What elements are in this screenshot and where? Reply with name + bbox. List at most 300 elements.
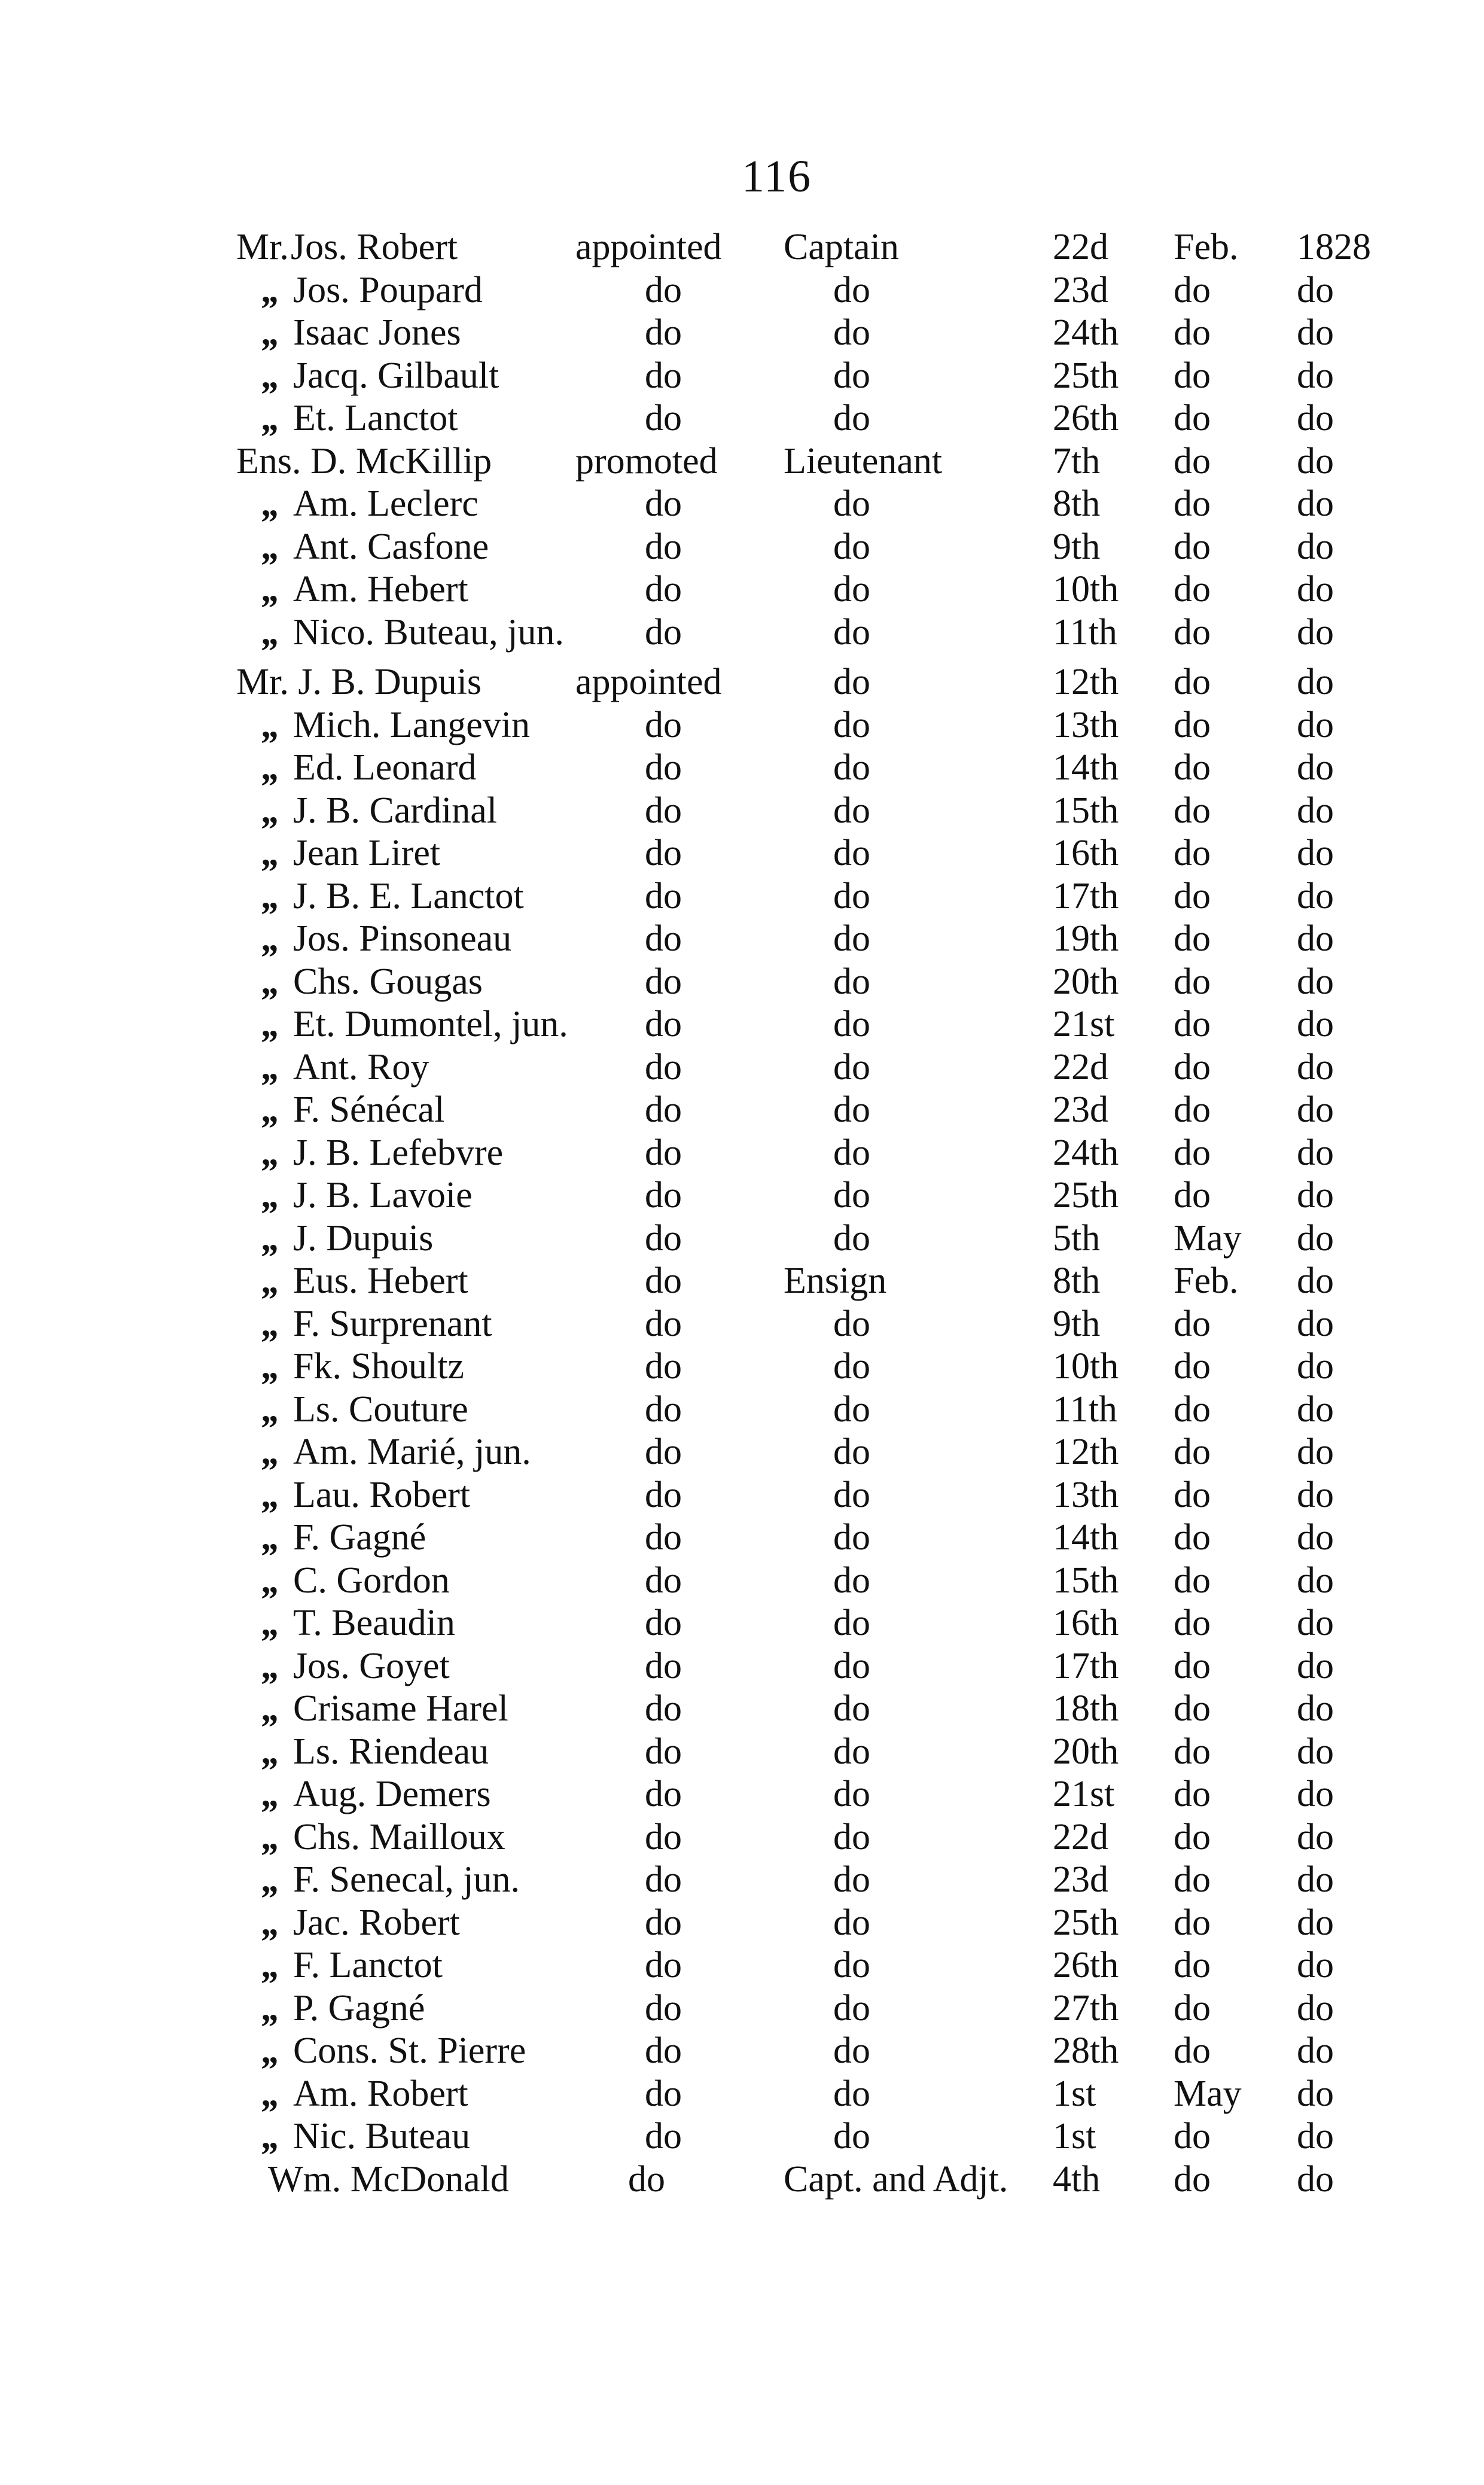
row-prefix: „ (262, 790, 281, 831)
register-row (0, 397, 1484, 440)
officer-name: F. Gagné (293, 1517, 426, 1558)
commission-rank: do (833, 355, 870, 396)
commission-day: 10th (1053, 1346, 1119, 1387)
commission-rank: do (833, 1859, 870, 1900)
row-prefix: „ (262, 569, 281, 610)
commission-action: do (645, 1774, 682, 1814)
commission-day: 17th (1053, 1645, 1119, 1686)
register-row (0, 1046, 1484, 1089)
row-prefix: „ (262, 1945, 281, 1985)
register-row (0, 568, 1484, 611)
commission-month: do (1174, 875, 1211, 916)
commission-day: 11th (1053, 1388, 1117, 1430)
commission-year: do (1297, 833, 1334, 873)
commission-rank: Ensign (784, 1260, 887, 1301)
commission-register (0, 226, 1484, 2201)
row-prefix: „ (262, 1388, 281, 1430)
commission-action: do (645, 1902, 682, 1943)
commission-action: do (645, 1260, 682, 1301)
commission-month: do (1174, 1645, 1211, 1686)
commission-rank: do (833, 1731, 870, 1772)
row-prefix: „ (262, 1217, 281, 1259)
commission-day: 23d (1053, 269, 1108, 310)
commission-action: do (645, 1688, 682, 1729)
commission-action: do (645, 1175, 682, 1216)
officer-name: Ls. Couture (293, 1388, 468, 1430)
commission-month: do (1174, 1089, 1211, 1130)
officer-name: Jean Liret (293, 833, 441, 873)
commission-year: do (1297, 312, 1334, 353)
commission-action: do (645, 1517, 682, 1558)
commission-action: do (645, 1089, 682, 1130)
register-row (0, 2073, 1484, 2116)
commission-action: do (645, 1603, 682, 1643)
officer-name: Jos. Pinsoneau (293, 918, 512, 959)
row-prefix: „ (262, 1346, 281, 1387)
commission-year: do (1297, 918, 1334, 959)
row-prefix: „ (262, 1474, 281, 1515)
row-prefix: „ (262, 1517, 281, 1558)
register-row (0, 1902, 1484, 1945)
commission-year: do (1297, 1303, 1334, 1344)
commission-year: do (1297, 2116, 1334, 2157)
commission-action: do (645, 1132, 682, 1173)
commission-action: do (645, 1432, 682, 1472)
commission-month: do (1174, 1859, 1211, 1900)
register-row (0, 312, 1484, 355)
commission-day: 21st (1053, 1774, 1115, 1814)
register-row (0, 1474, 1484, 1517)
officer-name: F. Senecal, jun. (293, 1859, 520, 1900)
officer-name: Am. Leclerc (293, 483, 479, 524)
register-row (0, 1089, 1484, 1132)
commission-rank: do (833, 483, 870, 524)
register-row (0, 961, 1484, 1004)
register-row (0, 1388, 1484, 1432)
register-row (0, 440, 1484, 483)
register-row (0, 1217, 1484, 1260)
commission-month: do (1174, 398, 1211, 438)
commission-day: 24th (1053, 1132, 1119, 1173)
commission-day: 22d (1053, 1816, 1108, 1857)
commission-action: do (645, 1046, 682, 1088)
officer-name: Ls. Riendeau (293, 1731, 489, 1772)
commission-year: 1828 (1297, 227, 1371, 267)
officer-name: Et. Lanctot (293, 398, 458, 438)
commission-action: do (645, 1474, 682, 1515)
commission-month: do (1174, 918, 1211, 959)
commission-rank: do (833, 833, 870, 873)
row-prefix: „ (262, 355, 281, 396)
commission-year: do (1297, 1004, 1334, 1044)
commission-day: 26th (1053, 1945, 1119, 1985)
commission-rank: do (833, 2030, 870, 2071)
commission-month: do (1174, 1517, 1211, 1558)
commission-action: do (645, 526, 682, 567)
row-prefix: „ (262, 1004, 281, 1044)
officer-name: F. Lanctot (293, 1945, 443, 1985)
commission-day: 22d (1053, 227, 1108, 267)
commission-action: do (645, 2073, 682, 2114)
commission-day: 15th (1053, 790, 1119, 831)
commission-year: do (1297, 1603, 1334, 1643)
commission-month: do (1174, 2030, 1211, 2071)
commission-day: 13th (1053, 1474, 1119, 1515)
officer-name: J. B. Lefebvre (293, 1132, 504, 1173)
commission-year: do (1297, 1645, 1334, 1686)
commission-action: do (645, 1303, 682, 1344)
commission-action: do (645, 1004, 682, 1044)
register-row (0, 875, 1484, 918)
commission-year: do (1297, 1346, 1334, 1387)
commission-day: 1st (1053, 2073, 1096, 2114)
commission-rank: do (833, 1688, 870, 1729)
commission-month: do (1174, 662, 1211, 702)
commission-rank: do (833, 747, 870, 788)
commission-rank: do (833, 1432, 870, 1472)
commission-month: Feb. (1174, 1260, 1239, 1301)
commission-year: do (1297, 747, 1334, 788)
commission-action: do (645, 1388, 682, 1430)
officer-name: Mich. Langevin (293, 704, 531, 745)
row-prefix: „ (262, 2116, 281, 2157)
commission-year: do (1297, 875, 1334, 916)
commission-rank: do (833, 1175, 870, 1216)
commission-action: do (645, 2116, 682, 2157)
commission-rank: do (833, 1388, 870, 1430)
commission-month: do (1174, 1603, 1211, 1643)
commission-year: do (1297, 483, 1334, 524)
register-row (0, 1602, 1484, 1645)
commission-month: do (1174, 1816, 1211, 1857)
register-row (0, 704, 1484, 747)
commission-year: do (1297, 611, 1334, 653)
commission-rank: Captain (784, 227, 899, 267)
register-row (0, 526, 1484, 569)
commission-year: do (1297, 569, 1334, 610)
commission-day: 12th (1053, 662, 1119, 702)
commission-month: do (1174, 526, 1211, 567)
officer-name: Eus. Hebert (293, 1260, 468, 1301)
commission-day: 4th (1053, 2158, 1101, 2200)
commission-month: do (1174, 1175, 1211, 1216)
commission-rank: do (833, 790, 870, 831)
commission-action: do (645, 569, 682, 610)
commission-rank: do (833, 1774, 870, 1814)
commission-month: do (1174, 747, 1211, 788)
commission-month: do (1174, 2116, 1211, 2157)
commission-rank: do (833, 1004, 870, 1044)
commission-month: do (1174, 1902, 1211, 1943)
officer-name: Crisame Harel (293, 1688, 508, 1729)
commission-day: 20th (1053, 1731, 1119, 1772)
commission-day: 13th (1053, 704, 1119, 745)
register-row (0, 918, 1484, 961)
register-row (0, 226, 1484, 269)
commission-year: do (1297, 1432, 1334, 1472)
officer-name: Jacq. Gilbault (293, 355, 499, 396)
commission-month: do (1174, 2158, 1211, 2200)
commission-action: do (645, 1560, 682, 1601)
commission-month: do (1174, 1432, 1211, 1472)
register-row (0, 2158, 1484, 2201)
commission-day: 16th (1053, 1603, 1119, 1643)
register-row (0, 2030, 1484, 2073)
commission-rank: do (833, 2073, 870, 2114)
row-prefix: „ (262, 1260, 281, 1301)
commission-month: do (1174, 961, 1211, 1002)
officer-name: Am. Robert (293, 2073, 468, 2114)
commission-rank: do (833, 918, 870, 959)
commission-day: 23d (1053, 1089, 1108, 1130)
commission-action: do (645, 704, 682, 745)
commission-action: do (645, 875, 682, 916)
commission-day: 25th (1053, 1175, 1119, 1216)
commission-action: do (628, 2158, 665, 2200)
register-row (0, 1688, 1484, 1731)
row-prefix: „ (262, 526, 281, 567)
row-prefix: „ (262, 918, 281, 959)
row-prefix: „ (262, 1132, 281, 1173)
commission-year: do (1297, 790, 1334, 831)
register-row (0, 661, 1484, 704)
commission-day: 16th (1053, 833, 1119, 873)
commission-year: do (1297, 662, 1334, 702)
commission-rank: do (833, 269, 870, 310)
commission-month: do (1174, 269, 1211, 310)
commission-month: do (1174, 355, 1211, 396)
row-prefix: „ (262, 747, 281, 788)
row-prefix: „ (262, 611, 281, 653)
commission-rank: Capt. and Adjt. (784, 2158, 1008, 2200)
commission-year: do (1297, 1089, 1334, 1130)
register-row (0, 1516, 1484, 1560)
row-prefix: „ (262, 961, 281, 1002)
row-prefix: „ (262, 398, 281, 438)
officer-name: Ed. Leonard (293, 747, 477, 788)
commission-rank: do (833, 1945, 870, 1985)
commission-day: 22d (1053, 1046, 1108, 1088)
commission-day: 20th (1053, 961, 1119, 1002)
commission-month: do (1174, 1004, 1211, 1044)
commission-month: do (1174, 1774, 1211, 1814)
commission-month: do (1174, 1731, 1211, 1772)
register-row (0, 1431, 1484, 1474)
row-prefix: „ (262, 2030, 281, 2071)
commission-year: do (1297, 961, 1334, 1002)
row-prefix: „ (262, 1902, 281, 1943)
register-row (0, 1132, 1484, 1175)
commission-action: do (645, 961, 682, 1002)
officer-name: Ant. Roy (293, 1046, 429, 1088)
commission-day: 15th (1053, 1560, 1119, 1601)
commission-month: do (1174, 1388, 1211, 1430)
commission-year: do (1297, 1474, 1334, 1515)
row-prefix: „ (262, 2073, 281, 2114)
commission-year: do (1297, 1517, 1334, 1558)
register-row (0, 1003, 1484, 1046)
commission-action: appointed (575, 662, 722, 702)
commission-day: 18th (1053, 1688, 1119, 1729)
commission-action: do (645, 918, 682, 959)
commission-month: do (1174, 312, 1211, 353)
officer-name: J. B. Cardinal (293, 790, 497, 831)
row-prefix: „ (262, 1774, 281, 1814)
row-prefix: „ (262, 1089, 281, 1130)
officer-name: J. Dupuis (293, 1217, 434, 1259)
page-number: 116 (742, 151, 812, 202)
commission-action: appointed (575, 227, 722, 267)
commission-action: do (645, 398, 682, 438)
commission-month: do (1174, 1560, 1211, 1601)
commission-day: 26th (1053, 398, 1119, 438)
officer-name: Am. Hebert (293, 569, 468, 610)
commission-rank: do (833, 1132, 870, 1173)
register-row (0, 483, 1484, 526)
commission-year: do (1297, 269, 1334, 310)
row-prefix: „ (262, 1688, 281, 1729)
commission-year: do (1297, 440, 1334, 482)
commission-day: 17th (1053, 875, 1119, 916)
commission-rank: Lieutenant (784, 440, 943, 482)
officer-name: Jos. Goyet (293, 1645, 450, 1686)
officer-name: Ant. Casfone (293, 526, 489, 567)
commission-day: 12th (1053, 1432, 1119, 1472)
commission-action: promoted (575, 440, 718, 482)
register-row (0, 747, 1484, 790)
commission-year: do (1297, 1260, 1334, 1301)
commission-day: 1st (1053, 2116, 1096, 2157)
commission-day: 24th (1053, 312, 1119, 353)
register-row (0, 2115, 1484, 2158)
commission-day: 10th (1053, 569, 1119, 610)
register-row (0, 1645, 1484, 1688)
commission-action: do (645, 1346, 682, 1387)
commission-day: 25th (1053, 1902, 1119, 1943)
commission-year: do (1297, 1731, 1334, 1772)
commission-day: 5th (1053, 1217, 1101, 1259)
commission-rank: do (833, 1217, 870, 1259)
commission-rank: do (833, 704, 870, 745)
commission-year: do (1297, 2030, 1334, 2071)
register-row (0, 1731, 1484, 1774)
officer-name: Isaac Jones (293, 312, 461, 353)
officer-name: Mr. J. B. Dupuis (236, 662, 482, 702)
commission-rank: do (833, 1560, 870, 1601)
officer-name: C. Gordon (293, 1560, 450, 1601)
commission-month: do (1174, 1132, 1211, 1173)
commission-month: Feb. (1174, 227, 1239, 267)
row-prefix: „ (262, 483, 281, 524)
commission-month: May (1174, 1217, 1242, 1259)
commission-year: do (1297, 1902, 1334, 1943)
commission-day: 7th (1053, 440, 1101, 482)
commission-rank: do (833, 611, 870, 653)
row-prefix: „ (262, 1560, 281, 1601)
commission-month: do (1174, 833, 1211, 873)
commission-year: do (1297, 1816, 1334, 1857)
commission-day: 11th (1053, 611, 1117, 653)
commission-month: do (1174, 1346, 1211, 1387)
commission-month: do (1174, 1046, 1211, 1088)
commission-rank: do (833, 1089, 870, 1130)
commission-year: do (1297, 1774, 1334, 1814)
commission-month: do (1174, 483, 1211, 524)
register-row (0, 1174, 1484, 1217)
commission-action: do (645, 790, 682, 831)
commission-year: do (1297, 1987, 1334, 2029)
commission-rank: do (833, 961, 870, 1002)
commission-day: 14th (1053, 747, 1119, 788)
commission-year: do (1297, 1388, 1334, 1430)
commission-day: 14th (1053, 1517, 1119, 1558)
commission-action: do (645, 1987, 682, 2029)
commission-year: do (1297, 1132, 1334, 1173)
officer-name: Jos. Poupard (293, 269, 483, 310)
commission-rank: do (833, 875, 870, 916)
officer-name: Ens. D. McKillip (236, 440, 492, 482)
row-prefix: „ (262, 833, 281, 873)
officer-name: Nic. Buteau (293, 2116, 471, 2157)
commission-action: do (645, 312, 682, 353)
commission-day: 19th (1053, 918, 1119, 959)
register-row (0, 1260, 1484, 1303)
officer-name: Et. Dumontel, jun. (293, 1004, 568, 1044)
register-row (0, 1944, 1484, 1987)
row-prefix: Mr. (236, 227, 289, 267)
register-row (0, 1773, 1484, 1816)
commission-action: do (645, 1217, 682, 1259)
officer-name: Lau. Robert (293, 1474, 471, 1515)
commission-day: 9th (1053, 1303, 1101, 1344)
register-row (0, 355, 1484, 398)
row-prefix: „ (262, 1816, 281, 1857)
register-row (0, 1560, 1484, 1603)
commission-rank: do (833, 1645, 870, 1686)
row-prefix: „ (262, 1603, 281, 1643)
row-prefix: „ (262, 1987, 281, 2029)
commission-year: do (1297, 2158, 1334, 2200)
commission-day: 21st (1053, 1004, 1115, 1044)
register-row (0, 1859, 1484, 1902)
commission-year: do (1297, 1217, 1334, 1259)
commission-month: do (1174, 790, 1211, 831)
officer-name: Aug. Demers (293, 1774, 491, 1814)
commission-rank: do (833, 569, 870, 610)
commission-month: May (1174, 2073, 1242, 2114)
commission-rank: do (833, 1902, 870, 1943)
commission-rank: do (833, 398, 870, 438)
row-prefix: „ (262, 312, 281, 353)
officer-name: F. Sénécal (293, 1089, 445, 1130)
commission-year: do (1297, 1945, 1334, 1985)
commission-month: do (1174, 704, 1211, 745)
commission-year: do (1297, 1688, 1334, 1729)
commission-year: do (1297, 1175, 1334, 1216)
commission-year: do (1297, 526, 1334, 567)
register-row (0, 611, 1484, 654)
officer-name: Jac. Robert (293, 1902, 460, 1943)
commission-day: 27th (1053, 1987, 1119, 2029)
commission-rank: do (833, 1346, 870, 1387)
commission-day: 25th (1053, 355, 1119, 396)
officer-name: Chs. Mailloux (293, 1816, 505, 1857)
commission-rank: do (833, 662, 870, 702)
commission-month: do (1174, 1945, 1211, 1985)
commission-rank: do (833, 1517, 870, 1558)
commission-month: do (1174, 569, 1211, 610)
commission-month: do (1174, 611, 1211, 653)
